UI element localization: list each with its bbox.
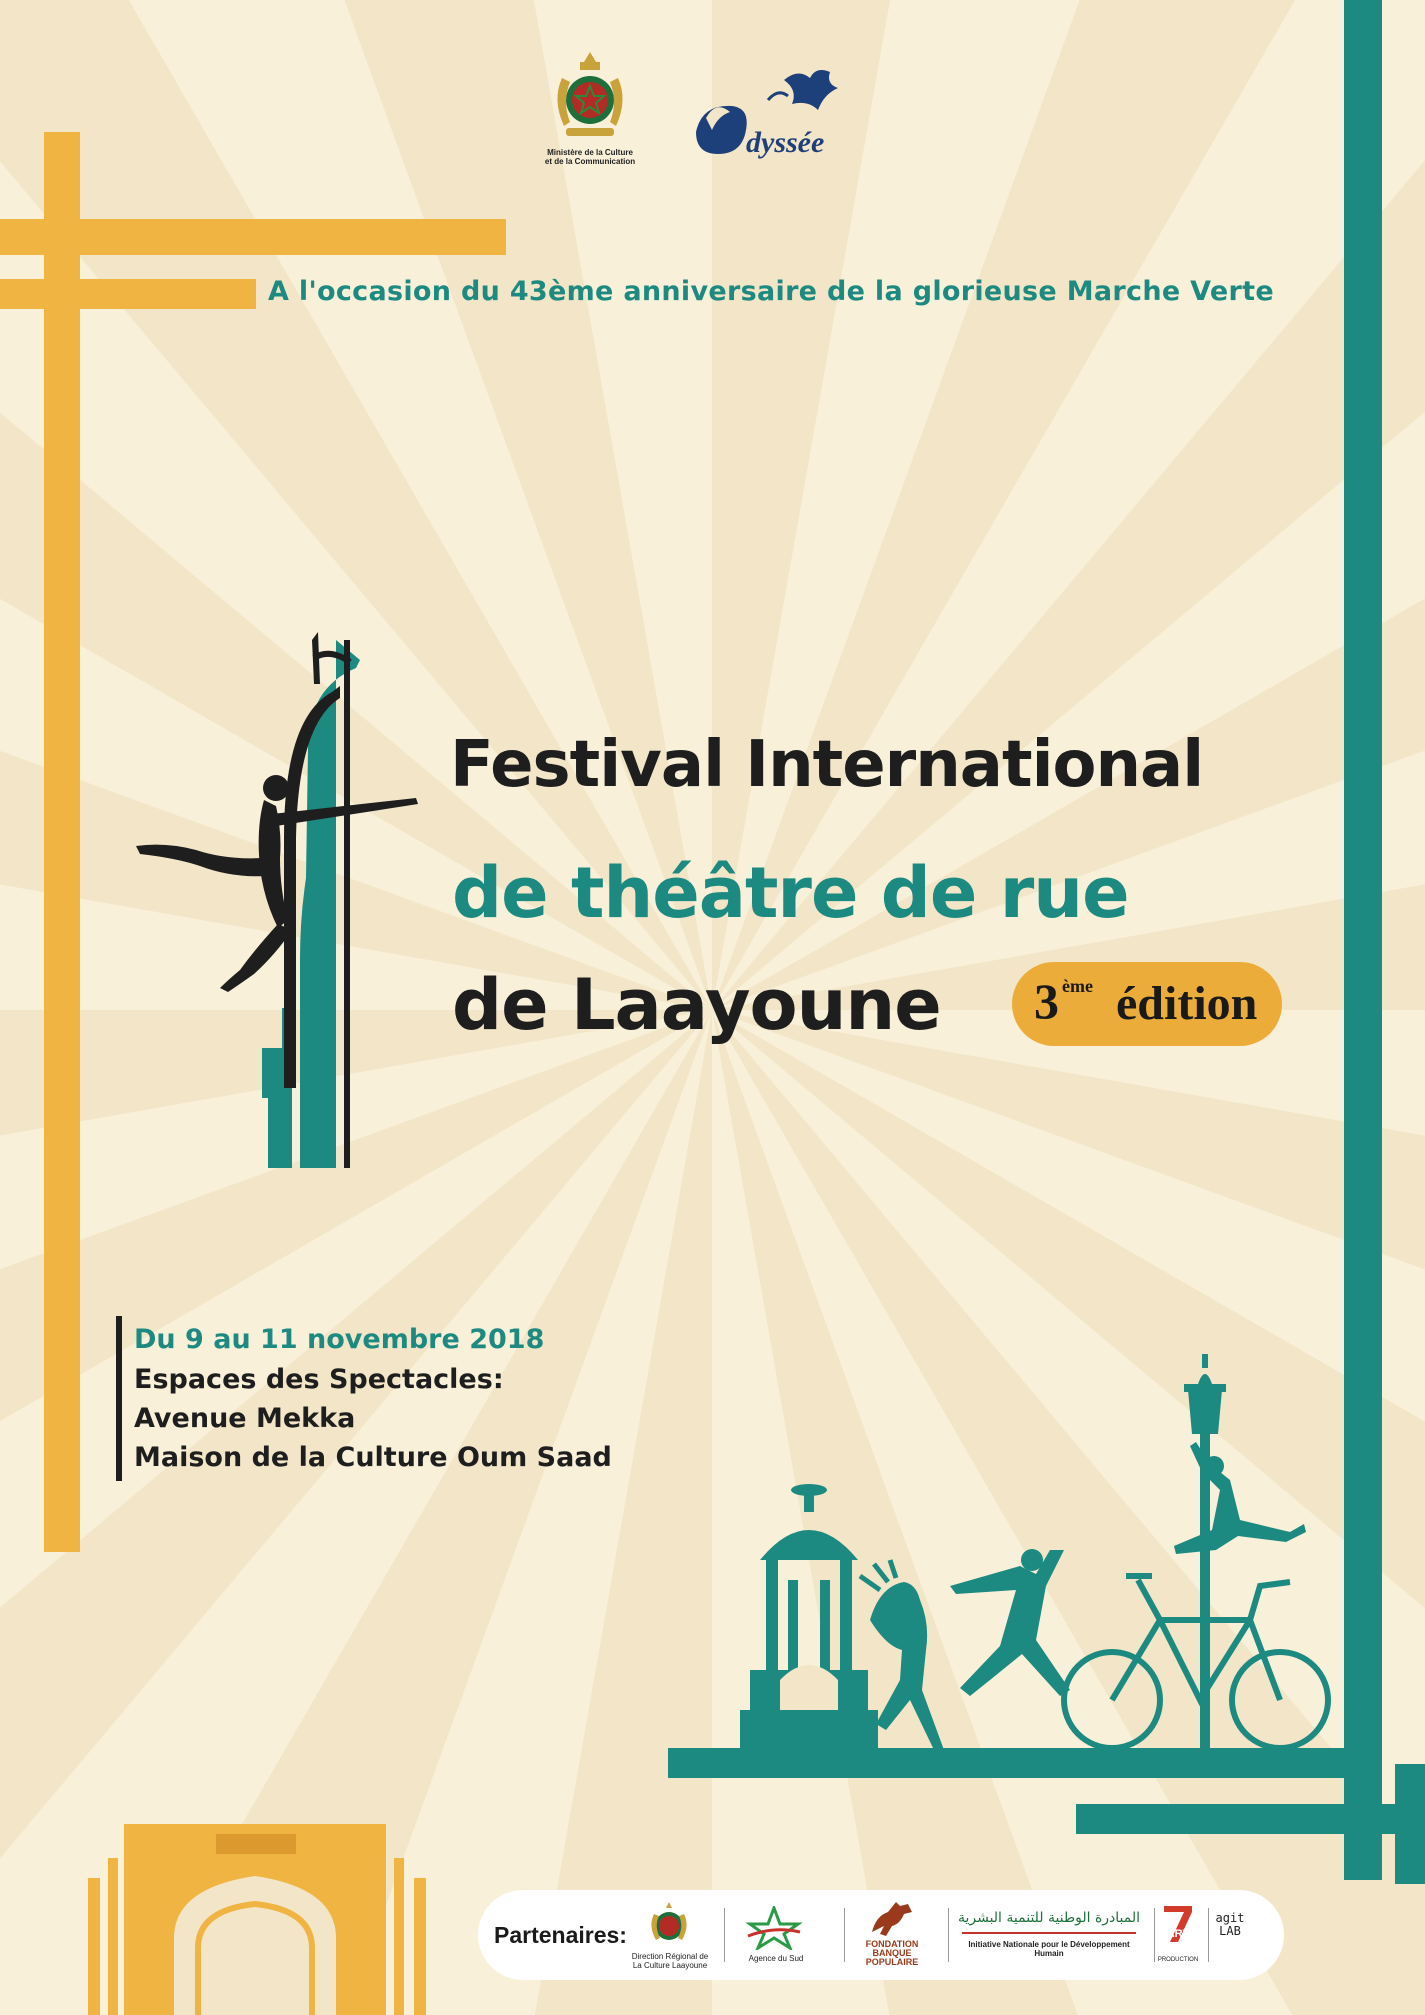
royal-crest-icon — [540, 48, 640, 144]
ministry-caption-2: et de la Communication — [544, 157, 636, 166]
teal-frame-vertical — [1344, 0, 1382, 1880]
partner-2-name: Agence du Sud — [748, 1954, 804, 1963]
partners-strip — [478, 1890, 1284, 1980]
teal-frame-horizontal-bottom — [1076, 1804, 1425, 1834]
partner-1-name: Direction Régional de La Culture Laayoune — [631, 1952, 709, 1970]
royal-crest-icon — [644, 1900, 694, 1950]
dancer-silhouette-icon — [136, 775, 418, 992]
title-line-2: de théâtre de rue — [452, 852, 1129, 934]
ministry-logo — [540, 48, 640, 166]
dancer-crouch-icon — [950, 1549, 1070, 1696]
pole-dancer-icon — [1174, 1442, 1306, 1554]
partners-label: Partenaires: — [494, 1922, 627, 1948]
partner-5-subtitle: PRODUCTION — [1157, 1957, 1199, 1963]
teal-ground-line — [668, 1748, 1380, 1778]
title-line-1: Festival International — [450, 728, 1204, 802]
festival-dates: Du 9 au 11 novembre 2018 — [134, 1324, 545, 1355]
partner-4-underline — [962, 1932, 1136, 1934]
yellow-frame-vertical — [44, 132, 80, 1552]
horse-icon — [866, 1898, 916, 1938]
partner-4-name: المبادرة الوطنية للتنمية البشرية — [957, 1910, 1141, 1926]
edition-number: 3 — [1034, 973, 1059, 1029]
venues-heading: Espaces des Spectacles: — [134, 1364, 504, 1395]
green-star-icon — [744, 1906, 804, 1950]
odyssee-logo-text: dyssée — [746, 126, 825, 159]
info-accent-bar — [116, 1316, 122, 1481]
bicycle-icon — [1064, 1576, 1328, 1748]
venue-maison-culture: Maison de la Culture Oum Saad — [134, 1442, 612, 1473]
street-scene-illustration — [690, 1350, 1340, 1750]
venue-avenue-mekka: Avenue Mekka — [134, 1403, 356, 1434]
partner-separator — [948, 1908, 949, 1962]
partner-4-subtitle: Initiative Nationale pour le Développement Humain — [968, 1940, 1130, 1958]
occasion-text: A l'occasion du 43ème anniversaire de la glorieuse Marche Verte — [268, 276, 1274, 307]
partner-separator — [724, 1908, 725, 1962]
ministry-caption-1: Ministère de la Culture — [547, 148, 633, 157]
partner-3-name: FONDATION BANQUE POPULAIRE — [865, 1939, 919, 1967]
partner-separator — [1154, 1908, 1155, 1962]
partner-separator — [1208, 1908, 1209, 1962]
edition-superscript: ème — [1062, 976, 1093, 996]
edition-word: édition — [1116, 977, 1258, 1030]
festival-emblem — [136, 628, 436, 1168]
partner-6-name: agit LAB — [1215, 1911, 1245, 1938]
yellow-frame-horizontal-top — [0, 219, 506, 255]
monument-icon — [740, 1484, 878, 1750]
title-line-3: de Laayoune — [452, 964, 941, 1046]
odyssee-logo — [688, 60, 888, 170]
partner-5-name: ART — [1166, 1928, 1190, 1940]
partner-separator — [844, 1908, 845, 1962]
city-gate-illustration — [88, 1818, 448, 2015]
yellow-frame-horizontal-2 — [0, 279, 256, 309]
edition-badge — [1012, 962, 1282, 1046]
teal-frame-short-vertical — [1395, 1764, 1425, 1884]
